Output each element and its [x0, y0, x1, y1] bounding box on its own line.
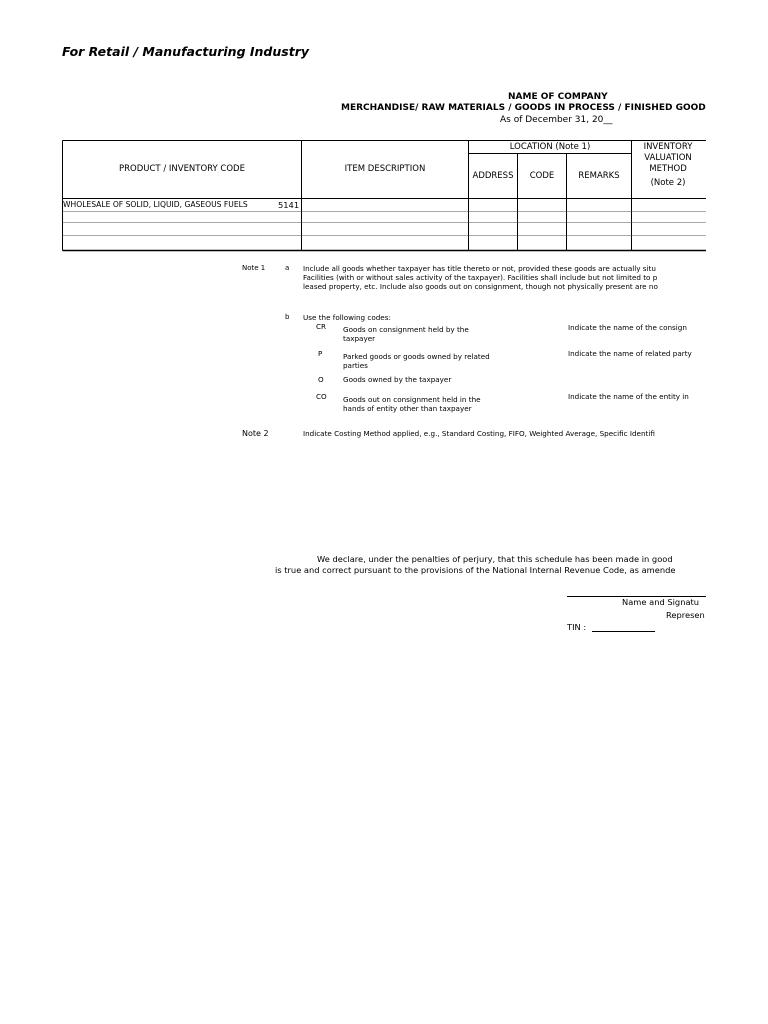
column-header-code: CODE: [529, 171, 555, 181]
note1-a-line-2: Facilities (with or without sales activity of the taxpayer). Facilities shall include but not limited to p: [303, 273, 658, 282]
signature-name-label: Name and Signatu: [622, 597, 700, 607]
code-cr: CR: [316, 322, 327, 331]
note1-a-line-3: leased property, etc. Include also goods out on consignment, though not physically present are no: [303, 282, 658, 291]
inventory-method-line-1: INVENTORY: [643, 142, 693, 152]
tin-label: TIN :: [567, 622, 587, 632]
code-cr-hint: Indicate the name of the consign: [568, 323, 687, 332]
column-header-inventory-method: [632, 142, 704, 189]
code-cr-description: [343, 325, 469, 343]
company-name: NAME OF COMPANY: [508, 92, 608, 102]
declaration-line-2: is true and correct pursuant to the provisions of the National Internal Revenue Code, as amende: [275, 565, 676, 575]
code-cr-line-1: Goods on consignment held by the: [343, 325, 469, 334]
code-co-hint: Indicate the name of the entity in: [568, 392, 689, 401]
table-row-code: 5141: [278, 200, 300, 210]
declaration-line-1: We declare, under the penalties of perjury, that this schedule has been made in good: [317, 554, 673, 564]
as-of-date: As of December 31, 20__: [500, 115, 613, 125]
column-header-remarks: REMARKS: [578, 171, 620, 181]
code-p: P: [318, 349, 323, 358]
inventory-method-line-4: (Note 2): [650, 178, 686, 188]
inventory-method-line-3: METHOD: [649, 164, 687, 174]
column-header-product: PRODUCT / INVENTORY CODE: [119, 164, 245, 174]
column-header-address: ADDRESS: [472, 171, 514, 181]
code-p-line-1: Parked goods or goods owned by related: [343, 352, 490, 361]
note1-label: Note 1: [242, 264, 266, 272]
note1-a-text: [303, 264, 658, 291]
note2-text: Indicate Costing Method applied, e.g., Standard Costing, FIFO, Weighted Average, Specific Identifi: [303, 429, 655, 438]
inventory-method-line-2: VALUATION: [644, 153, 692, 163]
note1-a-line-1: Include all goods whether taxpayer has title thereto or not, provided these goods are actually situ: [303, 264, 656, 273]
code-co-line-2: hands of entity other than taxpayer: [343, 404, 472, 413]
code-co: CO: [316, 392, 327, 401]
note1-b-marker: b: [285, 313, 290, 321]
codes-intro: Use the following codes:: [303, 313, 391, 322]
column-header-description: ITEM DESCRIPTION: [344, 164, 426, 174]
code-p-line-2: parties: [343, 361, 368, 370]
schedule-title: MERCHANDISE/ RAW MATERIALS / GOODS IN PROCESS / FINISHED GOOD: [341, 103, 706, 113]
code-p-hint: Indicate the name of related party: [568, 349, 692, 358]
code-co-line-1: Goods out on consignment held in the: [343, 395, 481, 404]
column-header-location: LOCATION (Note 1): [509, 142, 591, 152]
code-cr-line-2: taxpayer: [343, 334, 376, 343]
code-o-description: Goods owned by the taxpayer: [343, 375, 452, 384]
code-o: O: [318, 375, 324, 384]
tin-field-line: [592, 631, 655, 632]
code-p-description: [343, 352, 490, 370]
representative-label: Represen: [666, 610, 705, 620]
industry-title: For Retail / Manufacturing Industry: [62, 44, 310, 59]
note1-a-marker: a: [285, 264, 290, 272]
code-co-description: [343, 395, 481, 413]
table-row-product: WHOLESALE OF SOLID, LIQUID, GASEOUS FUELS: [63, 200, 248, 209]
note2-label: Note 2: [242, 429, 269, 438]
